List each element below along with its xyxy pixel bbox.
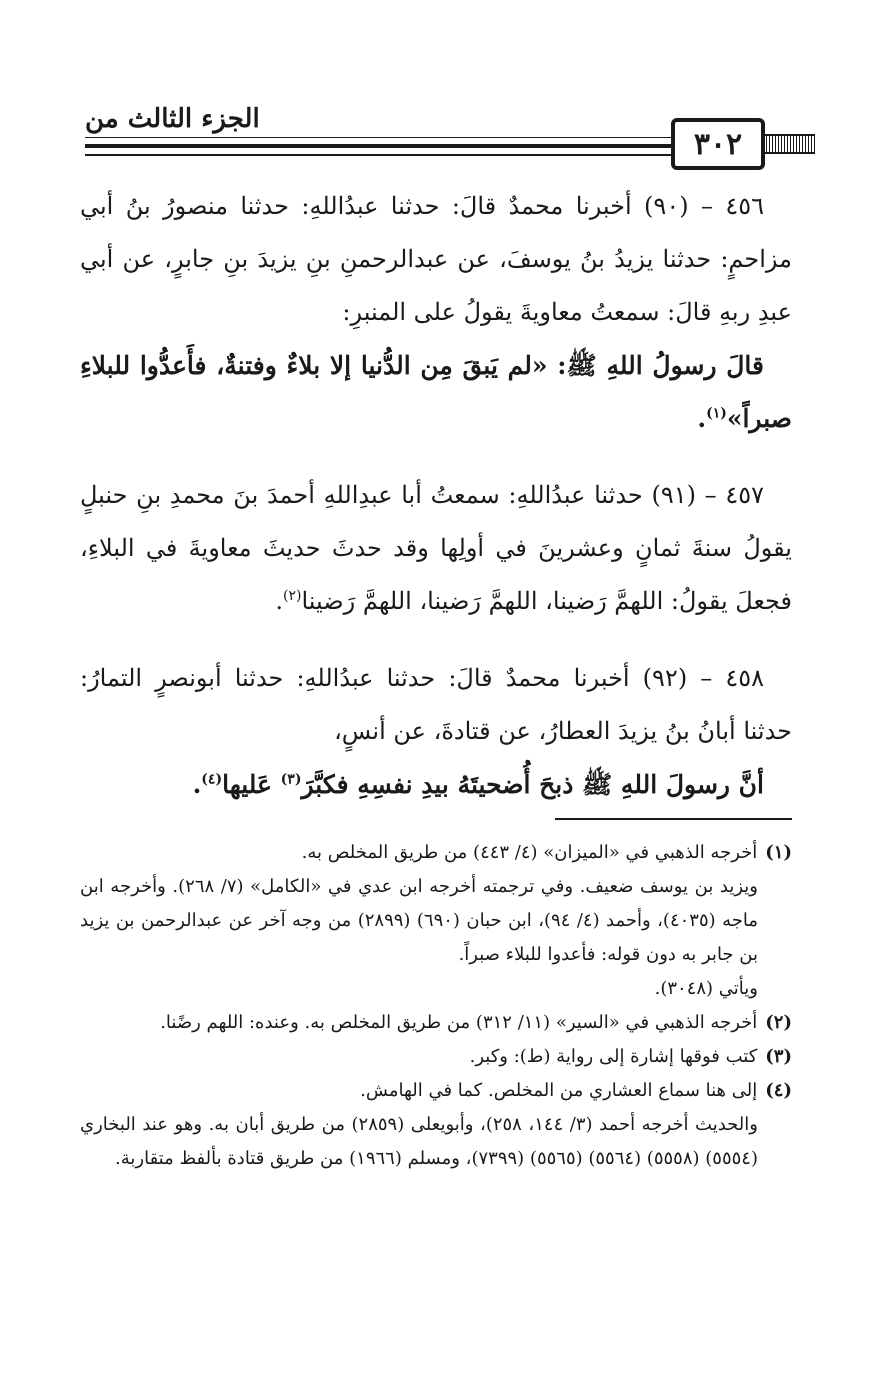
footnote-number: (٢) <box>765 1012 792 1033</box>
footnote-text: وهو عند البخاري (٥٥٥٤) (٥٥٥٨) (٥٥٦٤) (٥٥٦٥) (٧٣٩٩)، ومسلم <box>80 1114 758 1169</box>
hadith-456-matn <box>80 339 792 445</box>
period: . <box>275 587 283 615</box>
footnote-1-cont <box>80 870 792 1006</box>
footnote-text: والحديث أخرجه أحمد (٣/ ١٤٤، ٢٥٨)، وأبويعلى (٢٨٥٩) من طريق أبان به. <box>208 1114 758 1135</box>
matn-text-end: عَليها <box>222 770 281 799</box>
footnote-text: ويأتي (٣٠٤٨). <box>654 978 758 999</box>
period: . <box>192 770 202 799</box>
page-number: ٣٠٢ <box>671 118 765 170</box>
footnote-4 <box>80 1074 792 1108</box>
hadith-457 <box>80 469 792 628</box>
footnote-ref-4[interactable]: (٤) <box>201 771 223 788</box>
footnote-text: (١٩٦٦) من طريق قتادة بألفظ متقاربة. <box>115 1148 402 1169</box>
footnote-text: كتب فوقها إشارة إلى رواية (ط): وكبر. <box>469 1046 758 1067</box>
footnote-text: وجه آخر عن عبدالرحمن بن يزيد بن جابر به دون قوله: فأعدوا للبلاء صبراً. <box>80 910 758 965</box>
matn-text: لم يَبقَ مِن الدُّنيا إلا بلاءٌ وفتنةٌ، فأَعدُّوا للبلاءِ صبراً <box>80 351 792 433</box>
footnote-ref-3[interactable]: (٣) <box>280 771 302 788</box>
period: . <box>697 404 707 433</box>
running-title: الجزء الثالث من <box>85 104 260 134</box>
footnote-1 <box>80 836 792 870</box>
hadith-458-matn <box>80 758 792 811</box>
hadith-456-line-3: عبدِ ربهِ قالَ: سمعتُ معاويةَ يقولُ على المنبرِ: <box>342 298 792 326</box>
hadith-456-line-1: ٤٥٦ – (٩٠) أخبرنا محمدٌ قالَ: حدثنا عبدُاللهِ: حدثنا منصورُ بنُ أبي <box>80 192 764 220</box>
hadith-457-line-3: يقولُ: اللهمَّ رَضينا، اللهمَّ رَضينا، اللهمَّ رَضينا <box>301 587 728 615</box>
footnote-number: (١) <box>765 842 792 863</box>
header-rule-thick <box>85 144 685 148</box>
footnote-number: (٤) <box>765 1080 792 1101</box>
spacer <box>80 445 792 469</box>
footnote-2 <box>80 1006 792 1040</box>
footnote-separator <box>555 818 792 820</box>
hadith-458-line-2: حدثنا أبانُ بنُ يزيدَ العطارُ، عن قتادةَ، عن أنسٍ، <box>334 717 792 745</box>
footnote-ref-1[interactable]: (١) <box>706 405 727 422</box>
header-ornament <box>763 134 815 154</box>
main-text <box>80 180 792 811</box>
hadith-458 <box>80 652 792 758</box>
hadith-456 <box>80 180 792 339</box>
footnote-text: أخرجه الذهبي في «السير» (١١/ ٣١٢) من طريق المخلص به. وعنده: اللهم رضًنا. <box>160 1012 758 1033</box>
hadith-456-line-2: مزاحمٍ: حدثنا يزيدُ بنُ يوسفَ، عن عبدالرحمنِ بنِ يزيدَ بنِ جابرٍ، عن أبي <box>80 245 792 273</box>
footnote-text: أخرجه الذهبي في «الميزان» (٤/ ٤٤٣) من طريق المخلص به. <box>301 842 758 863</box>
footnote-number: (٣) <box>765 1046 792 1067</box>
spacer <box>80 628 792 652</box>
footnote-text: وأخرجه ابن ماجه (٤٠٣٥)، وأحمد (٤/ ٩٤)، ابن حبان (٦٩٠) (٢٨٩٩) من <box>80 876 758 931</box>
footnote-3 <box>80 1040 792 1074</box>
matn-text: أنَّ رسولَ اللهِ ﷺ ذبحَ أُضحيتَهُ بيدِ نفسِهِ فكبَّرَ <box>301 770 764 799</box>
hadith-457-line-2: يقولُ سنةَ ثمانٍ وعشرينَ في أولِها وقد حدثَ حديثَ معاويةَ في البلاءِ، فجعلَ <box>80 534 792 615</box>
header-rule-bottom <box>85 154 685 156</box>
hadith-457-line-1: ٤٥٧ – (٩١) حدثنا عبدُاللهِ: سمعتُ أبا عبدِاللهِ أحمدَ بنَ محمدِ بنِ حنبلٍ <box>80 481 765 509</box>
matn-suffix: » <box>726 404 743 433</box>
header-rule-top <box>85 137 685 138</box>
footnote-text: ويزيد بن يوسف ضعيف. وفي ترجمته أخرجه ابن عدي في «الكامل» (٧/ ٢٦٨). <box>172 876 758 897</box>
hadith-458-line-1: ٤٥٨ – (٩٢) أخبرنا محمدٌ قالَ: حدثنا عبدُاللهِ: حدثنا أبونصرٍ التمارُ: <box>80 664 764 692</box>
footnote-4-cont <box>80 1108 792 1176</box>
footnote-text: إلى هنا سماع العشاري من المخلص. كما في الهامش. <box>360 1080 758 1101</box>
matn-prefix: قالَ رسولُ اللهِ ﷺ: « <box>531 351 764 380</box>
footnotes <box>80 836 792 1176</box>
footnote-ref-2[interactable]: (٢) <box>282 588 302 604</box>
page-header <box>55 96 815 166</box>
